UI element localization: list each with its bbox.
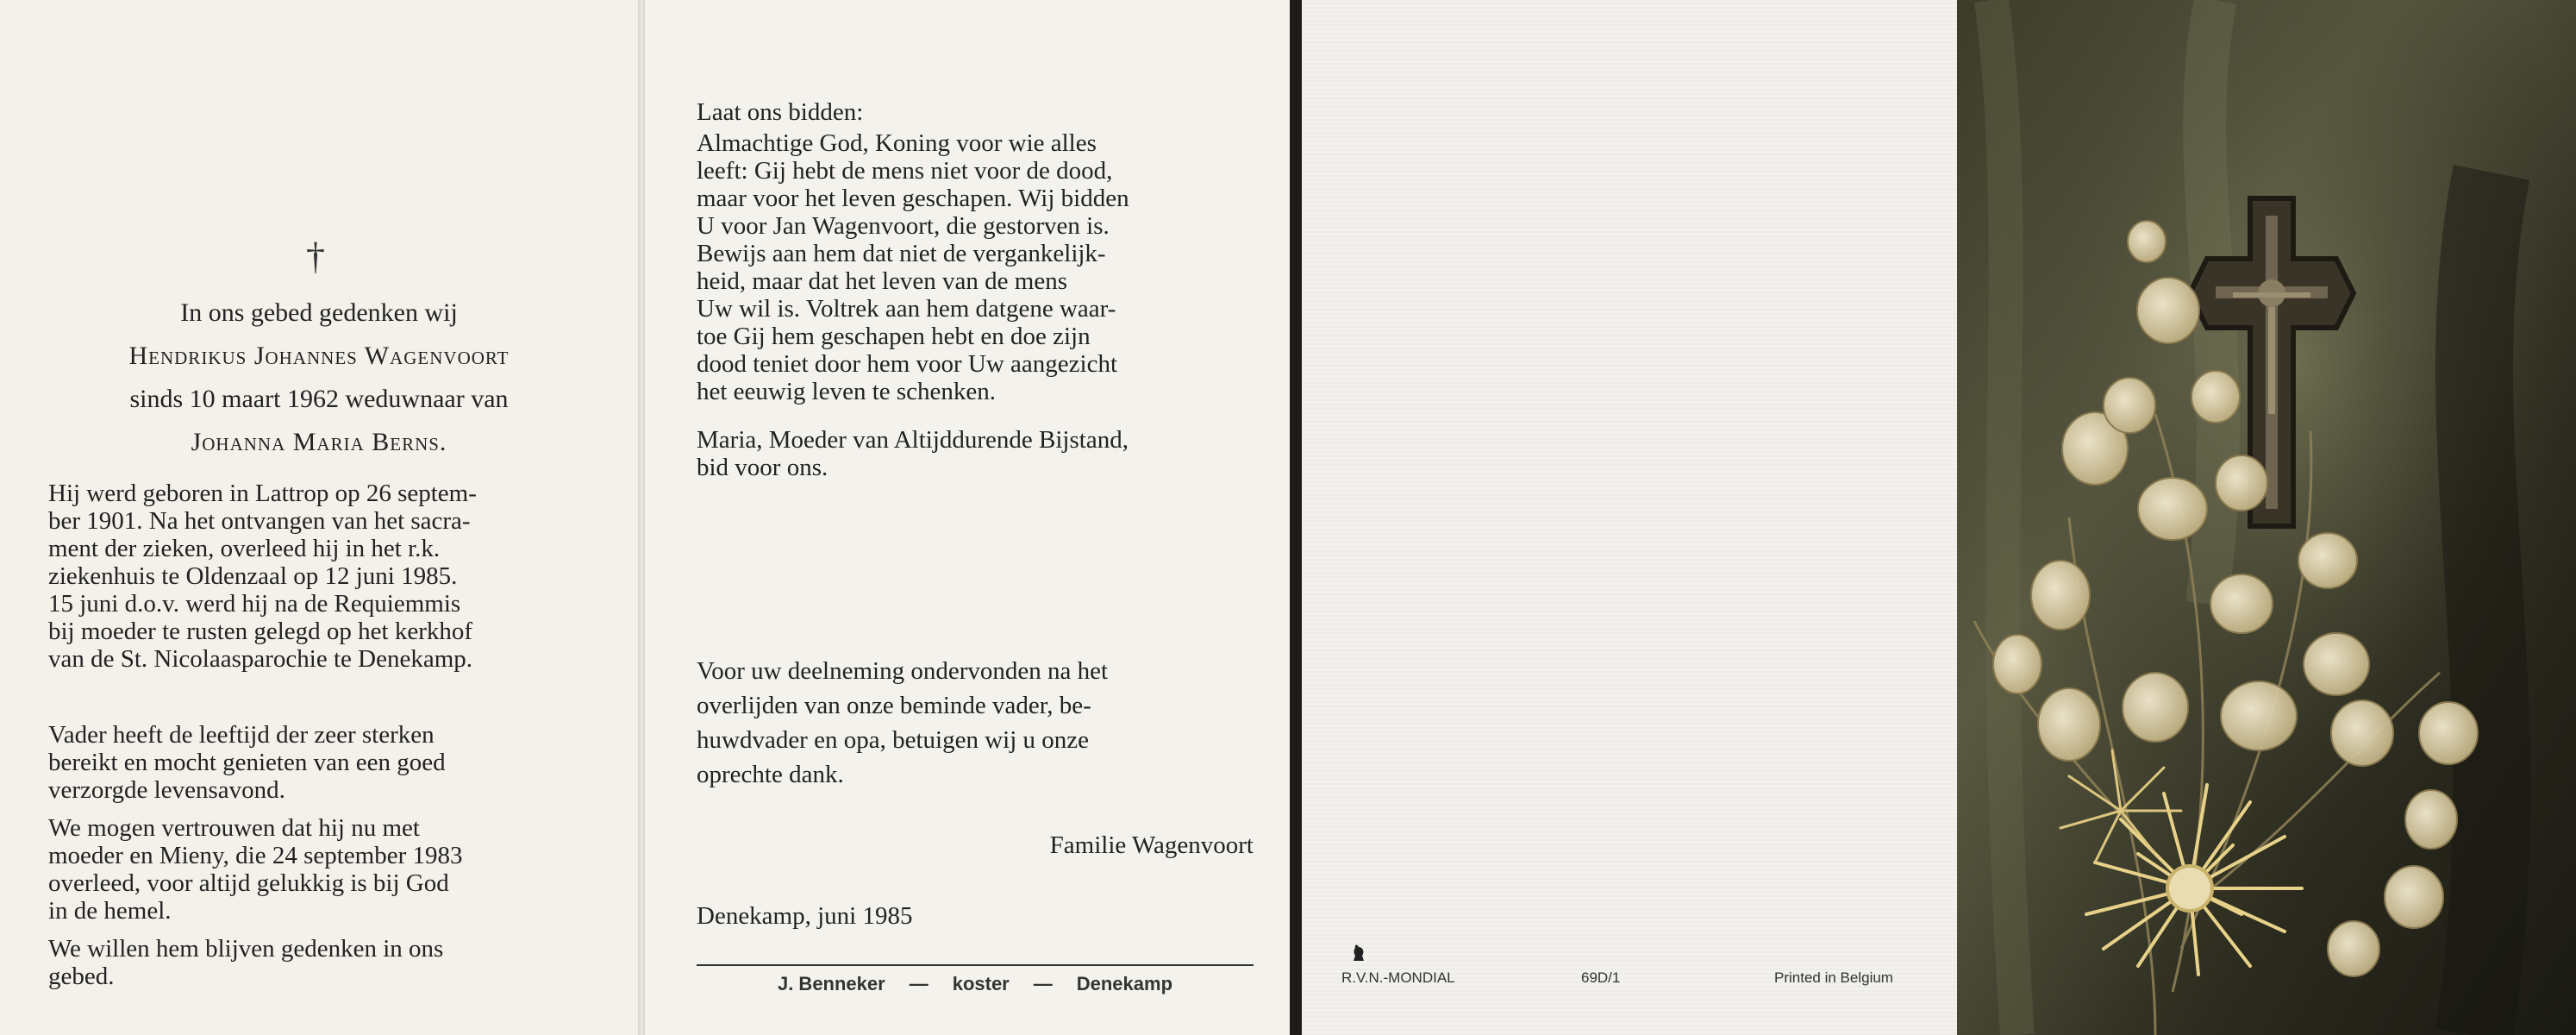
card-panel-obituary [0, 0, 638, 1035]
text-line: oprechte dank. [697, 761, 844, 788]
card-fold [638, 0, 645, 1035]
printer-footer [697, 973, 1254, 995]
text-line: Uw wil is. Voltrek aan hem datgene waar- [697, 295, 1116, 323]
text-line: van de St. Nicolaasparochie te Denekamp. [48, 645, 473, 673]
maria-paragraph [697, 426, 1254, 481]
footer-place: Denekamp [1076, 973, 1173, 994]
publisher-logo-icon [1350, 942, 1367, 963]
text-line: We mogen vertrouwen dat hij nu met [48, 814, 420, 842]
footer-dash: — [909, 973, 928, 994]
crucifix-flowers-photo [1957, 0, 2576, 1035]
cross-icon: † [306, 235, 325, 278]
prayer-paragraph [697, 129, 1254, 405]
place-date: Denekamp, juni 1985 [697, 902, 913, 930]
text-line: Vader heeft de leeftijd der zeer sterken [48, 721, 435, 749]
text-line: ber 1901. Na het ontvangen van het sacra- [48, 507, 471, 535]
remember-paragraph [48, 935, 600, 990]
thanks-paragraph [697, 654, 1254, 792]
footer-rule [697, 964, 1254, 966]
text-line: bid voor ons. [697, 454, 828, 481]
text-line: Almachtige God, Koning voor wie alles [697, 129, 1097, 157]
card-panel-back [1302, 0, 1957, 1035]
age-paragraph [48, 721, 600, 804]
footer-role: koster [952, 973, 1010, 994]
text-line: Voor uw deelneming ondervonden na het [697, 657, 1109, 685]
text-line: Maria, Moeder van Altijddurende Bijstand, [697, 426, 1129, 454]
text-line: Bewijs aan hem dat niet de vergankelijk- [697, 240, 1106, 267]
widower-line: sinds 10 maart 1962 weduwnaar van [129, 385, 509, 413]
family-signature: Familie Wagenvoort [1049, 831, 1254, 859]
text-line: ziekenhuis te Oldenzaal op 12 juni 1985. [48, 562, 458, 590]
text-line: We willen hem blijven gedenken in ons [48, 935, 444, 963]
text-line: gebed. [48, 963, 115, 990]
card-panel-photo [1957, 0, 2576, 1035]
text-line: het eeuwig leven te schenken. [697, 378, 997, 405]
trust-paragraph [48, 814, 600, 925]
text-line: overleed, voor altijd gelukkig is bij God [48, 869, 449, 897]
text-line: moeder en Mieny, die 24 september 1983 [48, 842, 463, 869]
footer-name: J. Benneker [777, 973, 885, 994]
deceased-name: Hendrikus Johannes Wagenvoort [128, 342, 510, 370]
text-line: verzorgde levensavond. [48, 776, 285, 804]
publisher-name: R.V.N.-MONDIAL [1341, 969, 1455, 986]
text-line: bij moeder te rusten gelegd op het kerkhof [48, 618, 473, 645]
spouse-name: Johanna Maria Berns. [191, 428, 447, 456]
text-line: huwdvader en opa, betuigen wij u onze [697, 726, 1089, 754]
text-line: in de hemel. [48, 897, 172, 925]
intro-line: In ons gebed gedenken wij [180, 298, 458, 327]
printed-in: Printed in Belgium [1774, 969, 1893, 986]
text-line: U voor Jan Wagenvoort, die gestorven is. [697, 212, 1110, 240]
text-line: leeft: Gij hebt de mens niet voor de dood, [697, 157, 1113, 185]
text-line: heid, maar dat het leven van de mens [697, 267, 1068, 295]
text-line: dood teniet door hem voor Uw aangezicht [697, 350, 1118, 378]
text-line: toe Gij hem geschapen hebt en doe zijn [697, 323, 1091, 350]
text-line: 15 juni d.o.v. werd hij na de Requiemmis [48, 590, 461, 618]
text-line: maar voor het leven geschapen. Wij bidden [697, 185, 1129, 212]
card-code: 69D/1 [1581, 969, 1621, 986]
text-line: bereikt en mocht genieten van een goed [48, 749, 446, 776]
text-line: Hij werd geboren in Lattrop op 26 septem- [48, 480, 477, 507]
footer-dash: — [1033, 973, 1053, 994]
prayer-title: Laat ons bidden: [697, 98, 864, 126]
biography-paragraph [48, 480, 600, 673]
text-line: ment der zieken, overleed hij in het r.k. [48, 535, 441, 562]
text-line: overlijden van onze beminde vader, be- [697, 692, 1091, 719]
